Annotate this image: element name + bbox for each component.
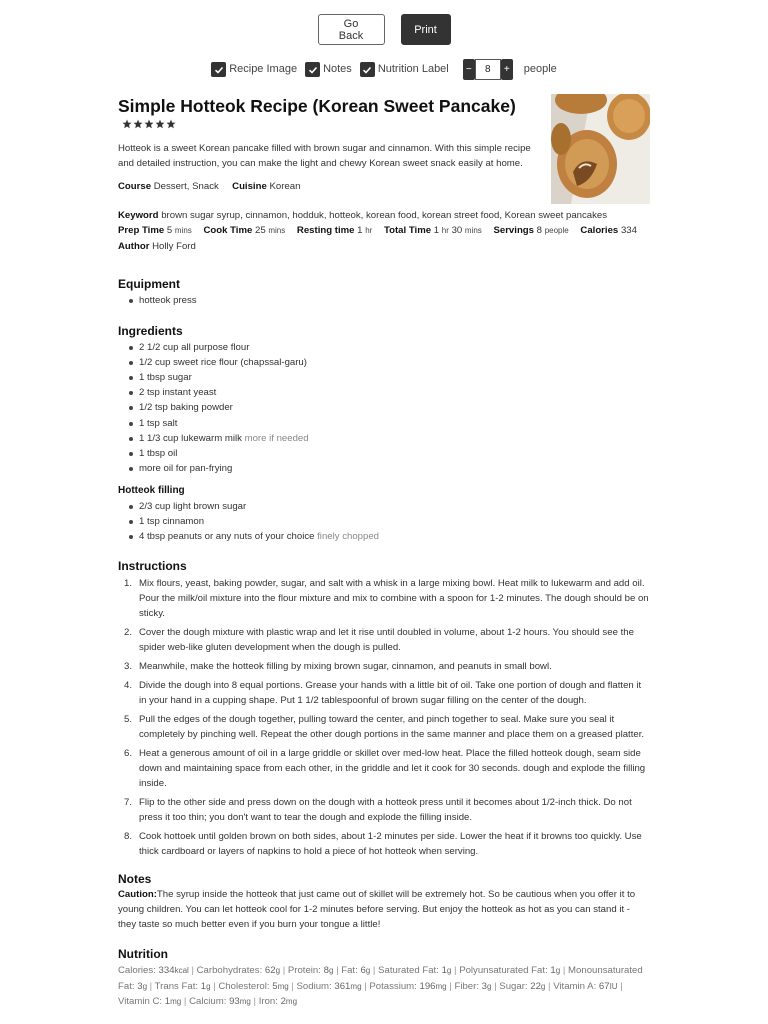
ingredient-text: more oil for pan-frying [139,462,233,474]
nutrition-unit: mg [435,981,447,991]
nutrition-value: 1 [164,996,171,1008]
nutrition-unit: g [446,966,452,976]
nutrition-item: Sodium: 361mg [296,980,362,992]
ingredient-note: more if needed [244,432,309,444]
nutrition-unit: g [275,966,281,976]
star-icon [155,119,165,129]
time-unit: hr [441,226,449,235]
equipment-list [128,293,650,308]
servings-input[interactable] [475,59,501,80]
nutrition-unit: kcal [174,966,189,976]
nutrition-item: Saturated Fat: 1g [378,965,452,977]
nutrition-label: Monounsaturated Fat [118,965,643,992]
step-number: 2. [124,627,133,639]
nutrition-separator: | [446,980,455,992]
nutrition-separator: | [147,980,155,992]
step-text: Pull the edges of the dough together, pulling toward the center, and pinch together to seal. Make sure you seal it completely by pinching well. Repeat the other dough portions in the same manner and place them on a greased platter. [139,714,645,741]
caution-label: Caution: [118,889,157,901]
list-item [128,431,650,446]
star-rating [122,119,650,129]
ingredients-heading: Ingredients [118,324,183,339]
nutrition-heading: Nutrition [118,947,168,962]
nutrition-value: 3 [481,980,488,992]
nutrition-label-checkbox[interactable] [360,62,375,77]
nutrition-item: Monounsaturated Fat: 3g [118,965,643,992]
nutrition-item: Protein: 8g [287,965,334,977]
author-value: Holly Ford [152,240,196,252]
ingredient-text: 1 tbsp oil [139,447,178,459]
nutrition-item: Potassium: 196mg [369,980,447,992]
nutrition-value: 1 [550,965,556,977]
recipe-image-checkbox[interactable] [211,62,226,77]
nutrition-unit: g [206,981,211,991]
time-label: Calories [580,225,619,236]
step-text: Mix flours, yeast, baking powder, sugar, and salt with a whisk in a large mixing bowl. Heat milk to lukewarm and add oil. Pour the milk/oil mixture into the flour mixture and mix to combine with a spoon for 1-2 minutes. The dough should be on sticky. [139,578,649,620]
keyword-line [118,208,650,224]
option-notes[interactable] [305,61,352,78]
total-time [384,225,482,236]
author-label: Author [118,240,150,252]
equipment-section [118,276,650,308]
print-options [0,59,768,80]
time-value: 25 [255,225,266,236]
nutrition-item: Carbohydrates: 62g [196,965,281,977]
notes-heading: Notes [118,872,152,887]
time-value: 8 [536,225,543,236]
increase-servings-button[interactable]: + [501,59,513,80]
nutrition-separator: | [188,965,197,977]
nutrition-value: 196 [419,980,436,992]
step-text: Meanwhile, make the hotteok filling by mixing brown sugar, cinnamon, and peanuts in small bowl. [139,661,552,673]
nutrition-unit: g [142,981,148,991]
prep-time [118,225,192,236]
ingredient-text: 1 tsp cinnamon [139,516,205,528]
time-unit: mins [174,226,192,235]
star-icon [144,119,154,129]
list-item [128,514,650,529]
ingredient-text: 2 tsp instant yeast [139,387,217,399]
nutrition-value: 334 [158,965,175,977]
ingredient-text: 4 tbsp peanuts or any nuts of your choice [139,531,315,543]
ingredient-text: 2 1/2 cup all purpose flour [139,342,250,354]
go-back-button[interactable]: Go Back [318,14,385,45]
time-value: 5 [166,225,173,236]
nutrition-separator: | [545,980,554,992]
step-number: 8. [124,831,133,843]
people-label: people [523,63,557,76]
ingredients-list [128,340,650,476]
course-cuisine [118,179,650,195]
author-line [118,239,650,255]
nutrition-separator: | [560,965,569,977]
ingredient-text: 2/3 cup light brown sugar [139,500,247,512]
nutrition-value: 67 [598,980,610,992]
option-label: Notes [323,63,352,76]
notes-text [118,887,648,932]
option-label: Recipe Image [229,63,298,76]
instructions-list [124,576,650,859]
nutrition-unit: mg [285,997,298,1007]
nutrition-separator: | [491,980,500,992]
times-line [118,223,650,239]
course-value: Dessert, Snack [153,181,219,192]
nutrition-value: 93 [229,996,240,1008]
notes-checkbox[interactable] [305,62,320,77]
time-unit: people [544,226,569,235]
time-value: 30 [451,225,463,236]
nutrition-value: 1 [200,980,207,992]
option-recipe-image[interactable] [211,61,297,78]
recipe-meta [118,208,650,255]
list-item [128,370,650,385]
list-item [128,529,650,544]
nutrition-item: Vitamin A: 67IU [553,980,618,992]
servings-stepper [463,59,513,80]
nutrition-item: Fat: 6g [341,965,371,977]
nutrition-unit: mg [170,997,182,1007]
check-icon [308,65,318,75]
instruction-step [124,625,650,655]
nutrition-unit: g [365,966,371,976]
nutrition-unit: IU [609,981,618,991]
nutrition-unit: g [487,981,492,991]
time-label: Total Time [383,225,432,236]
nutrition-label: Vitamin A [553,980,594,992]
instruction-step [124,659,650,674]
step-number: 1. [124,578,133,590]
recipe-card [118,93,650,1010]
list-item [128,499,650,514]
nutrition-label: Iron [258,996,276,1008]
nutrition-value: 22 [530,980,541,992]
nutrition-label: Calcium [189,996,224,1008]
ingredient-text: 1/2 cup sweet rice flour (chapssal-garu) [139,357,307,369]
list-item: hotteok press [128,293,650,308]
nutrition-section [118,946,650,1010]
instruction-step [124,712,650,742]
ingredient-text: 1 tbsp sugar [139,372,192,384]
star-icon [122,119,132,129]
ingredient-text: 1 tsp salt [139,417,178,429]
keyword-label: Keyword [118,209,159,221]
nutrition-label: Polyunsaturated Fat [459,965,546,977]
check-icon [214,65,224,75]
nutrition-value: 5 [272,980,278,992]
time-unit: mins [464,226,482,235]
list-item [128,446,650,461]
step-text: Cover the dough mixture with plastic wrap and let it rise until doubled in volume, about 1-2 hours. You should see the spider web-like gluten development when the dough is pulled. [139,627,634,654]
time-label: Cook Time [203,225,253,236]
nutrition-label: Fiber [454,980,477,992]
nutrition-unit: g [555,966,561,976]
step-text: Cook hottoek until golden brown on both sides, about 1-2 minutes per side. Lower the heat if it browns too quickly. Use thick cardboard or layers of napkins to hold a piece of hot hotteok when serving. [139,831,642,858]
nutrition-separator: | [333,965,342,977]
step-number: 6. [124,748,133,760]
nutrition-label: Sugar [499,980,525,992]
list-item [128,400,650,415]
resting-time [297,225,372,236]
nutrition-label: Potassium [369,980,415,992]
list-item [128,340,650,355]
nutrition-value: 361 [334,980,351,992]
instruction-step [124,829,650,859]
nutrition-unit: mg [350,981,362,991]
nutrition-value: 6 [360,965,366,977]
nutrition-label: Carbohydrates [196,965,260,977]
step-number: 4. [124,680,133,692]
print-toolbar [0,14,768,45]
nutrition-item: Polyunsaturated Fat: 1g [459,965,561,977]
instructions-section [118,558,650,859]
nutrition-label: Vitamin C [118,996,160,1008]
option-label: Nutrition Label [377,63,449,76]
notes-section [118,871,650,932]
equipment-heading: Equipment [118,277,180,291]
ingredients-section [118,323,650,544]
nutrition-label: Sodium [296,980,330,992]
time-label: Resting time [296,225,355,236]
time-value: 334 [620,225,637,236]
nutrition-label: Protein [287,965,319,977]
step-number: 3. [124,661,133,673]
nutrition-label: Trans Fat [154,980,196,992]
ingredient-note: finely chopped [317,531,380,543]
list-item [128,355,650,370]
instruction-step [124,576,650,621]
cuisine-label: Cuisine [232,181,267,192]
course-label: Course [118,181,152,192]
star-icon [166,119,176,129]
time-label: Prep Time [118,225,165,236]
recipe-summary: Hotteok is a sweet Korean pancake filled with brown sugar and cinnamon. With this simple recipe and detailed instruction, you can make the light and chewy Korean sweet snack easily at home. [118,143,531,169]
nutrition-item: Calories: 334kcal [118,965,189,977]
nutrition-value: 62 [264,965,276,977]
nutrition-separator: | [280,965,288,977]
star-icon [133,119,143,129]
instructions-heading: Instructions [118,559,187,574]
step-text: Heat a generous amount of oil in a large griddle or skillet over med-low heat. Place the filled hotteok dough, seam side down and maintaining space from each other, in the griddle and let it cook for 30 seconds. dough and explode the filling inside. [139,748,646,790]
nutrition-item: Iron: 2mg [258,996,298,1008]
nutrition-value: 3 [137,980,143,992]
servings [493,225,568,236]
notes-body: The syrup inside the hotteok that just came out of skillet will be extremely hot. So be cautious when you offer it to young children. You can let hotteok cool for 1-2 minutes before serving. But enjoy the hotteok as hot as you can stand it - they taste so much better even if you burn your tongue a little! [118,889,636,931]
ingredient-text: 1/2 tsp baking powder [139,402,233,414]
keyword-value: brown sugar syrup, cinnamon, hodduk, hotteok, korean food, korean street food, Korean sweet pancakes [161,209,608,221]
check-icon [362,65,372,75]
nutrition-unit: g [540,981,546,991]
instruction-step [124,746,650,791]
cook-time [203,225,285,236]
time-unit: hr [365,226,373,235]
time-unit: mins [268,226,286,235]
instruction-step [124,678,650,708]
nutrition-separator: | [181,996,190,1008]
print-button[interactable]: Print [401,14,451,45]
nutrition-separator: | [370,965,379,977]
nutrition-unit: mg [239,997,251,1007]
nutrition-item: Vitamin C: 1mg [118,996,182,1008]
ingredient-text: 1 1/3 cup lukewarm milk [139,432,242,444]
nutrition-item: Fiber: 3g [454,980,492,992]
option-nutrition-label[interactable] [360,61,449,78]
filling-heading: Hotteok filling [118,484,185,496]
nutrition-separator: | [210,980,219,992]
list-item [128,461,650,476]
nutrition-unit: mg [277,981,289,991]
decrease-servings-button[interactable]: − [463,59,475,80]
nutrition-value: 1 [441,965,447,977]
nutrition-line [118,963,648,1010]
list-item [128,385,650,400]
nutrition-value: 2 [280,996,286,1008]
time-value: 1 [433,225,440,236]
instruction-step [124,795,650,825]
filling-list [128,499,650,544]
nutrition-label: Calories [118,965,154,977]
nutrition-label: Fat [341,965,356,977]
step-text: Divide the dough into 8 equal portions. Grease your hands with a little bit of oil. Take one portion of dough and flatten it in your hand in a cupping shape. Put 1 1/2 tablespoonful of brown sugar filling on the center of the dough. [139,680,642,707]
nutrition-separator: | [250,996,259,1008]
nutrition-label: Saturated Fat [378,965,437,977]
nutrition-item: Sugar: 22g [499,980,546,992]
nutrition-unit: g [328,966,334,976]
nutrition-item: Trans Fat: 1g [154,980,211,992]
recipe-title: Simple Hotteok Recipe (Korean Sweet Pancake) [118,96,516,116]
cuisine-value: Korean [269,181,301,192]
time-label: Servings [493,225,534,236]
nutrition-separator: | [361,980,370,992]
nutrition-separator: | [288,980,297,992]
step-text: Flip to the other side and press down on the dough with a hotteok press until it becomes about 1/2-inch thick. Do not press it too thin; you don't want to tear the dough and explode the filling inside. [139,797,632,824]
step-number: 7. [124,797,133,809]
nutrition-item: Cholesterol: 5mg [218,980,289,992]
nutrition-item: Calcium: 93mg [189,996,251,1008]
time-value: 1 [357,225,363,236]
nutrition-value: 8 [323,965,329,977]
nutrition-separator: | [451,965,460,977]
list-item [128,416,650,431]
nutrition-separator: | [617,980,623,992]
step-number: 5. [124,714,133,726]
calories [580,225,637,236]
nutrition-label: Cholesterol [218,980,267,992]
